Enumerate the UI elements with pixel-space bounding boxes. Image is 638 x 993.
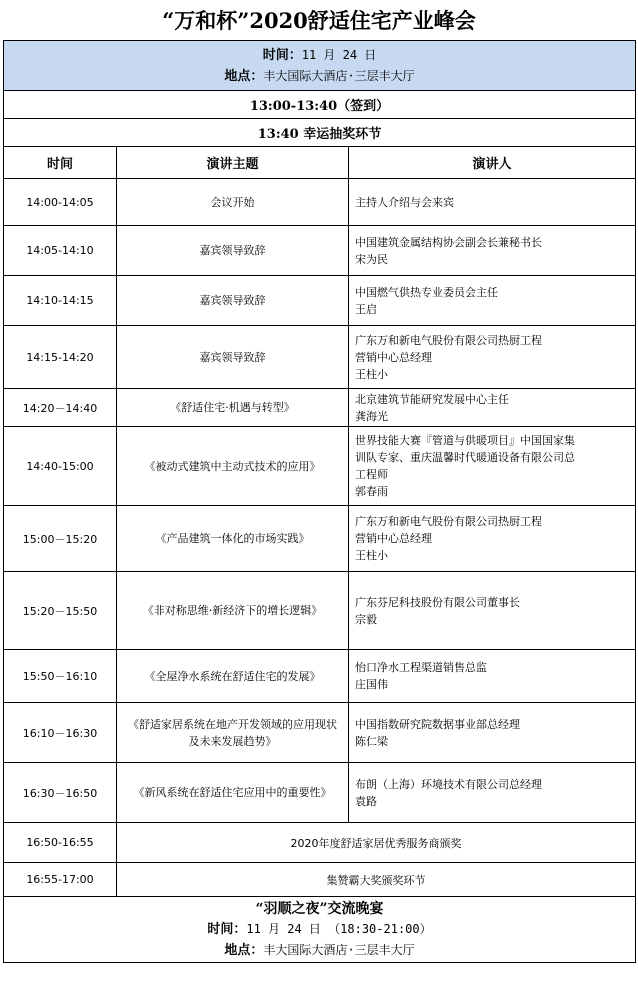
table-row [4,703,636,763]
speaker-line: 王启 [355,302,377,316]
speaker-line: 北京建筑节能研究发展中心主任 [355,392,509,406]
session-time: 16:30－16:50 [4,763,117,823]
session-content: 集赞霸大奖颁奖环节 [117,863,636,897]
page-title: “万和杯”2020舒适住宅产业峰会 [162,8,476,33]
dinner-place-label: 地点： [224,942,264,958]
speaker-line: 布朗（上海）环境技术有限公司总经理 [355,777,542,791]
session-time: 14:10-14:15 [4,276,117,326]
table-row [4,650,636,703]
agenda-table [3,40,636,963]
session-time: 14:05-14:10 [4,226,117,276]
speaker-line: 世界技能大赛『管道与供暖项目』中国国家集 [355,434,575,447]
speaker-line: 袁路 [355,794,377,808]
session-speaker [349,389,636,427]
session-time: 14:40-15:00 [4,427,117,506]
session-time: 14:20－14:40 [4,389,117,427]
session-time: 16:55-17:00 [4,863,117,897]
speaker-line: 工程师 [355,468,388,481]
lottery-row [4,119,636,147]
table-row [4,863,636,897]
speaker-line: 庄国伟 [355,678,388,691]
table-row [4,276,636,326]
session-content: 2020年度舒适家居优秀服务商颁奖 [117,823,636,863]
session-speaker [349,179,636,226]
speaker-line: 王柱小 [355,549,388,562]
signin-row [4,91,636,119]
dinner-info [4,897,636,963]
speaker-line: 郭春雨 [355,485,388,498]
session-speaker [349,326,636,389]
session-speaker [349,703,636,763]
speaker-line: 中国燃气供热专业委员会主任 [355,285,498,299]
table-row [4,572,636,650]
event-info [4,41,636,91]
table-row [4,823,636,863]
session-topic: 《新风系统在舒适住宅应用中的重要性》 [117,763,349,823]
lottery-bar: 13:40 幸运抽奖环节 [4,119,636,147]
session-topic: 《舒适家居系统在地产开发领域的应用现状及未来发展趋势》 [117,703,349,763]
place-label: 地点： [224,68,264,84]
time-label: 时间： [262,47,302,63]
session-time: 15:50－16:10 [4,650,117,703]
speaker-line: 王柱小 [355,367,388,381]
table-row [4,389,636,427]
speaker-line: 训队专家、重庆温馨时代暖通设备有限公司总 [355,451,575,464]
dinner-info-row [4,897,636,963]
session-speaker [349,650,636,703]
signin-bar: 13:00-13:40（签到） [4,91,636,119]
table-row [4,427,636,506]
session-topic: 会议开始 [117,179,349,226]
session-time: 15:00－15:20 [4,506,117,572]
column-header-topic: 演讲主题 [117,147,349,179]
time-value: 11 月 24 日 [301,47,377,62]
speaker-line: 怡口净水工程渠道销售总监 [355,661,487,674]
column-header-time: 时间 [4,147,117,179]
speaker-line: 中国建筑金属结构协会副会长兼秘书长 [355,235,542,249]
session-speaker [349,226,636,276]
column-header-row [4,147,636,179]
event-info-row [4,41,636,91]
speaker-line: 营销中心总经理 [355,532,432,545]
session-time: 15:20－15:50 [4,572,117,650]
session-topic: 嘉宾领导致辞 [117,226,349,276]
dinner-time-value: 11 月 24 日 （18:30-21:00） [246,921,432,936]
speaker-line: 广东万和新电气股份有限公司热厨工程 [355,333,542,347]
dinner-time-label: 时间： [207,921,247,937]
speaker-line: 中国指数研究院数据事业部总经理 [355,717,520,731]
session-topic: 《产品建筑一体化的市场实践》 [117,506,349,572]
place-value: 丰大国际大酒店·三层丰大厅 [263,68,415,83]
session-topic: 《舒适住宅·机遇与转型》 [117,389,349,427]
speaker-line: 广东万和新电气股份有限公司热厨工程 [355,515,542,528]
dinner-place-value: 丰大国际大酒店·三层丰大厅 [263,942,415,957]
session-speaker [349,572,636,650]
session-topic: 嘉宾领导致辞 [117,276,349,326]
speaker-line: 营销中心总经理 [355,350,432,364]
session-topic: 《被动式建筑中主动式技术的应用》 [117,427,349,506]
speaker-line: 宗毅 [355,612,377,626]
dinner-title: “羽顺之夜”交流晚宴 [255,900,384,917]
session-time: 16:10－16:30 [4,703,117,763]
session-speaker [349,276,636,326]
table-row [4,763,636,823]
session-topic: 《全屋净水系统在舒适住宅的发展》 [117,650,349,703]
session-time: 16:50-16:55 [4,823,117,863]
speaker-line: 广东芬尼科技股份有限公司董事长 [355,595,520,609]
speaker-line: 陈仁梁 [355,734,388,748]
session-topic: 嘉宾领导致辞 [117,326,349,389]
column-header-speaker: 演讲人 [349,147,636,179]
table-row [4,179,636,226]
session-time: 14:15-14:20 [4,326,117,389]
table-row [4,326,636,389]
session-time: 14:00-14:05 [4,179,117,226]
session-topic: 《非对称思维·新经济下的增长逻辑》 [117,572,349,650]
session-speaker [349,506,636,572]
speaker-line: 宋为民 [355,252,388,266]
session-speaker [349,427,636,506]
table-row [4,226,636,276]
table-row [4,506,636,572]
session-speaker [349,763,636,823]
speaker-line: 主持人介绍与会来宾 [355,195,454,209]
speaker-line: 龚海光 [355,409,388,423]
